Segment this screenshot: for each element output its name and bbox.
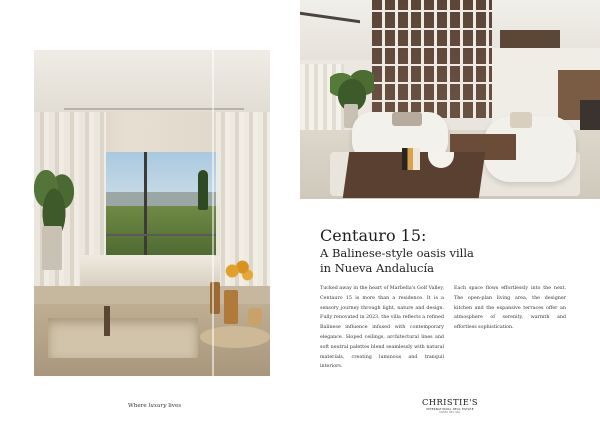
balcony-rail [106,234,220,236]
article-subtitle [320,246,580,275]
window [106,152,220,256]
bathtub [80,255,220,289]
article-title: Centauro 15: [320,226,427,245]
cushion [510,112,532,128]
logo-region: COSTA DEL SOL [439,411,461,414]
glass-partition [212,50,214,376]
body-paragraph-1: Tucked away in the heart of Marbella's Golf Valley, Centauro 15 is more than a residence. It is a sensory journey through light, nature and design. Fully renovated in 2023, the villa reflects a refined Balinese influence infused with contemporary elegance. Sloped ceilings, architectural lines and soft neutral palettes blend seamlessly with natural materials, creating luminous and tranquil interiors. [320,286,444,370]
christies-logo [420,398,480,414]
tagline-suffix: lives [166,403,182,409]
tree [198,170,208,210]
plant-pot [42,226,62,270]
diffuser [224,290,238,324]
vase [248,308,262,326]
round-tray [200,326,270,348]
living-room-photo [300,0,600,199]
bathroom-photo [34,50,270,376]
logo-wordmark: CHRISTIE'S [421,397,479,407]
plant [34,170,74,232]
tagline [128,403,218,409]
ceiling [34,50,270,112]
golf-course [106,206,220,256]
cushion [392,112,422,126]
loft-edge [500,30,560,48]
body-paragraph-2: Each space flows effortlessly into the next. The open-plan living area, the designer kitchen and the expansive terraces offer an atmosphere of serenity, warmth and effortless sophistication. [454,286,566,331]
subtitle-line: A Balinese-style oasis villa [320,246,474,260]
slatted-screen [372,0,492,118]
faucet [104,306,110,336]
window-mullion [144,152,147,256]
tagline-emphasis: luxury [148,403,167,409]
subtitle-line: in Nueva Andalucía [320,260,435,275]
books [402,148,420,170]
tagline-prefix: Where [128,403,149,409]
sink-basin [48,318,198,358]
logo-subtitle: INTERNATIONAL REAL ESTATE [426,407,474,411]
ceiling-light-line [64,108,244,110]
flowers [222,258,256,284]
